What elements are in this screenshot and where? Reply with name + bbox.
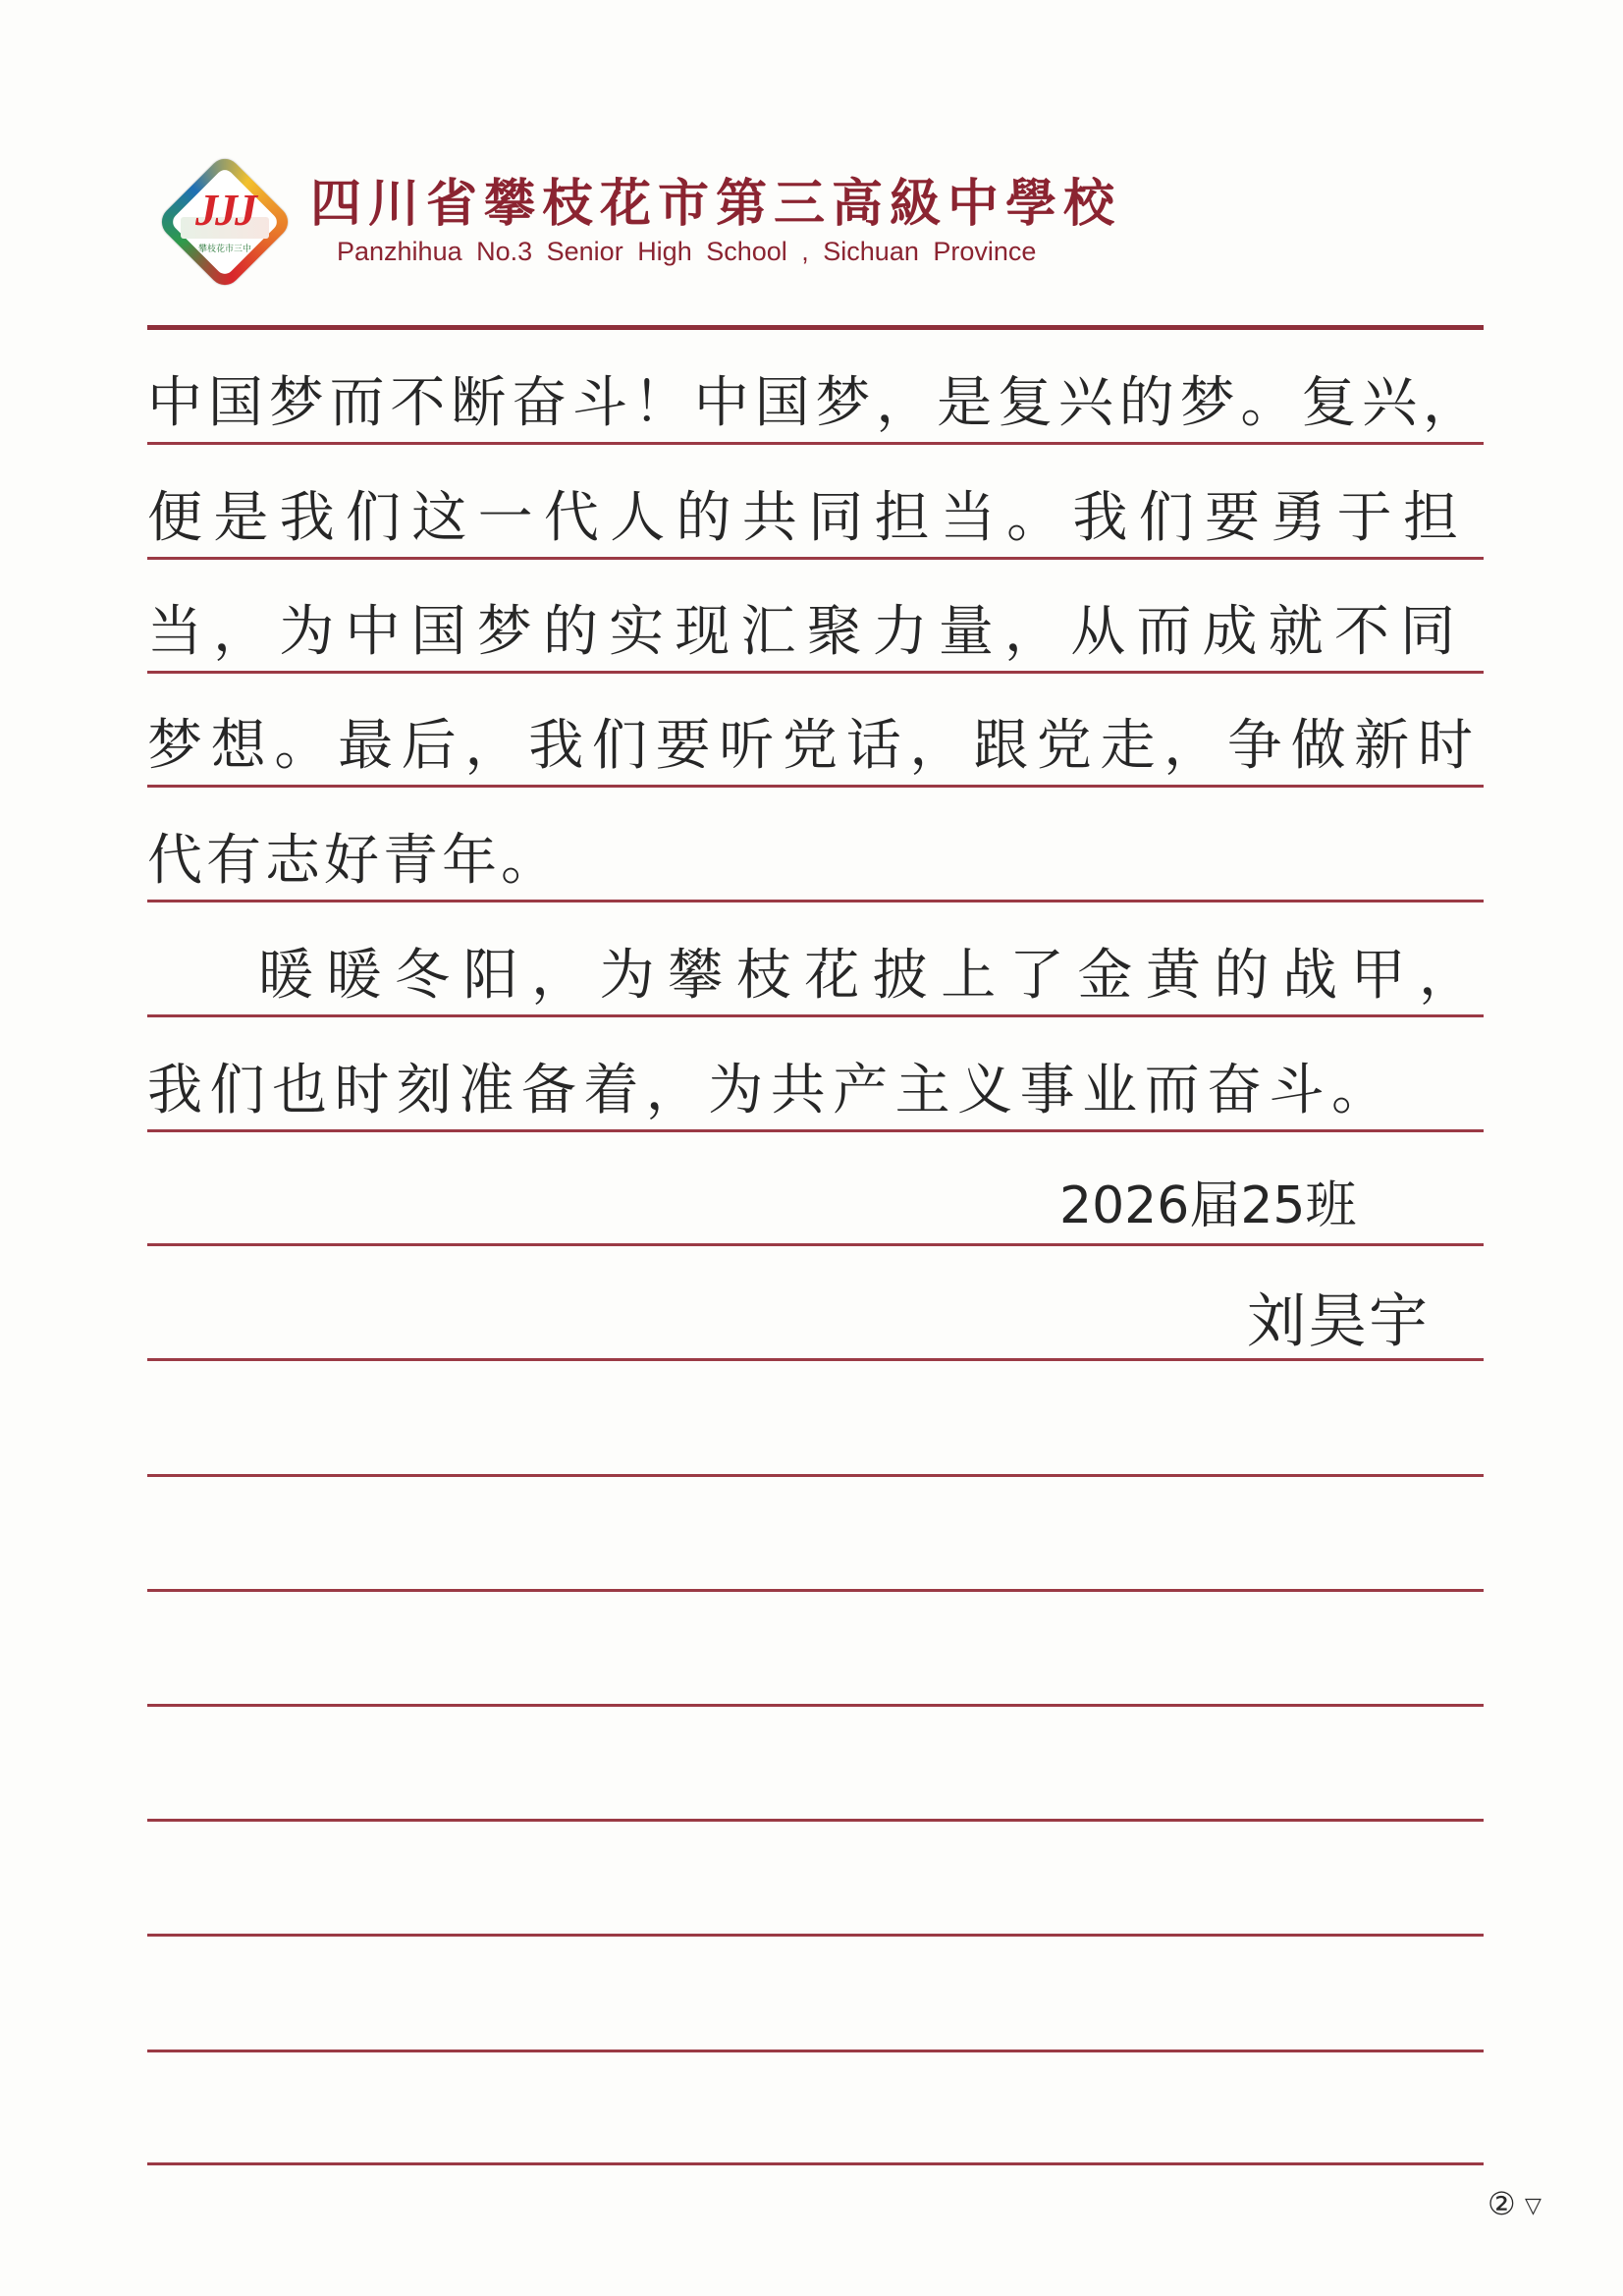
ruled-line [147, 1243, 1484, 1246]
ruled-line [147, 442, 1484, 445]
ruled-line [147, 1934, 1484, 1937]
ruled-line [147, 1589, 1484, 1592]
ruled-line [147, 1014, 1484, 1017]
logo-text: JJJ [195, 185, 254, 235]
logo-caption: 攀枝花市三中 [197, 245, 251, 254]
handwritten-line: 当，为中国梦的实现汇聚力量，从而成就不同 [147, 600, 1455, 664]
handwritten-line: 我们也时刻准备着，为共产主义事业而奋斗。 [147, 1059, 1386, 1122]
ruled-line [147, 1704, 1484, 1707]
school-name-chinese: 四川省攀枝花市第三高級中學校 [310, 174, 1122, 234]
handwritten-line: 代有志好青年。 [147, 829, 560, 893]
school-name-english: Panzhihua No.3 Senior High School , Sichuan Province [337, 237, 1037, 266]
header-rule [147, 325, 1484, 330]
ruled-line [147, 1819, 1484, 1822]
handwritten-line: 中国梦而不断奋斗！中国梦，是复兴的梦。复兴， [147, 371, 1478, 435]
ruled-line [147, 1474, 1484, 1477]
handwritten-line: 便是我们这一代人的共同担当。我们要勇于担 [147, 486, 1458, 550]
handwritten-line: 暖暖冬阳，为攀枝花披上了金黄的战甲， [258, 944, 1474, 1008]
page-number-mark: ② [1488, 2185, 1516, 2222]
ruled-line [147, 1129, 1484, 1132]
ruled-line [147, 2162, 1484, 2165]
signature-name: 刘昊宇 [1247, 1287, 1430, 1356]
ruled-line [147, 2050, 1484, 2052]
signature-class: 2026届25班 [1059, 1176, 1357, 1235]
handwritten-line: 梦想。最后，我们要听党话，跟党走，争做新时 [147, 714, 1473, 778]
ruled-line [147, 671, 1484, 674]
ruled-line [147, 557, 1484, 560]
page-mark-symbol: ▽ [1525, 2194, 1542, 2218]
school-logo [155, 152, 295, 292]
ruled-line [147, 900, 1484, 902]
ruled-line [147, 785, 1484, 788]
